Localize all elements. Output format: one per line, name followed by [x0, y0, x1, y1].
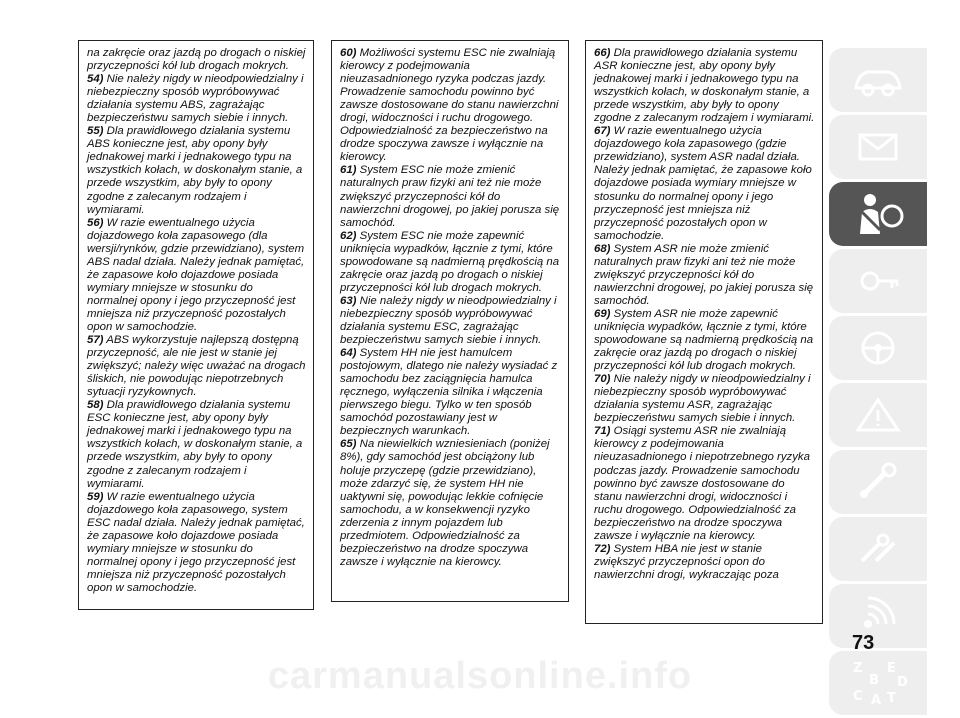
paragraph [340, 295, 561, 347]
paragraph [340, 47, 561, 164]
paragraph [87, 334, 306, 399]
tools-technical-icon [850, 529, 906, 569]
note-number: 58) [87, 399, 104, 412]
note-text: Nie należy nigdy w nieodpowiedzialny i niebezpieczny sposób wypróbowywać działania systemu ESC, zagrażając bezpieczeństwu samych siebie i innych. [340, 294, 557, 347]
tab-maintenance[interactable] [829, 450, 927, 514]
paragraph [594, 308, 815, 373]
paragraph [87, 47, 306, 73]
paragraph [594, 47, 815, 125]
note-number: 56) [87, 216, 104, 229]
paragraph [594, 125, 815, 242]
note-number: 71) [594, 425, 611, 438]
tab-starting-driving[interactable] [829, 249, 927, 313]
note-text: W razie ewentualnego użycia dojazdowego koła zapasowego (dla wersji/rynków, gdzie przewidziano), system ABS nadal działa. Należy jednak pamiętać, że zapasowe koło dojazdowe posiada wymiary mniejsze w stosunku do normalnej opony i jego przyczepność jest mniejsza niż przyczepność pozostałych opon w samochodzie. [87, 216, 305, 333]
index-letter: T [887, 691, 896, 706]
note-text: na zakręcie oraz jazdą po drogach o niskiej przyczepności kół lub drogach mokrych. [87, 47, 306, 73]
note-number: 63) [340, 294, 357, 307]
note-number: 68) [594, 242, 611, 255]
note-number: 60) [340, 47, 357, 59]
note-number: 66) [594, 47, 611, 59]
chapter-tabs [829, 48, 927, 718]
note-text: System ASR nie może zapewnić uniknięcia wypadków, łącznie z tymi, które spowodowane są nadmierną prędkością na zakręcie oraz jazdą po drogach o niskiej przyczepności kół lub drogach mokrych. [594, 307, 814, 373]
note-number: 57) [87, 334, 104, 347]
note-number: 62) [340, 229, 357, 242]
paragraph [87, 217, 306, 334]
note-text: System HBA nie jest w stanie zwiększyć przyczepności opon do nawierzchni drogi, wykraczając poza [594, 542, 779, 581]
tab-multimedia[interactable] [829, 584, 927, 648]
paragraph [594, 425, 815, 542]
tab-warning-lights[interactable] [829, 115, 927, 179]
warning-envelope-icon [850, 127, 906, 167]
index-letter: A [871, 693, 882, 708]
paragraph [340, 230, 561, 295]
note-text: Nie należy nigdy w nieodpowiedzialny i niebezpieczny sposób wypróbowywać działania systemu ASR, zagrażając bezpieczeństwu samych siebie i innych. [594, 373, 811, 425]
paragraph [594, 373, 815, 425]
note-text: Na niewielkich wzniesieniach (poniżej 8%), gdy samochód jest obciążony lub holuje przyczepę (gdzie przewidziano), może zdarzyć się, że system HH nie uaktywni się, powodując lekkie cofnięcie samochodu, a w konsekwencji ryzyko zderzenia z innym pojazdem lub przedmiotem. Odpowiedzialność za bezpieczeństwo na drodze spoczywa zawsze i wyłącznie na kierowcy. [340, 438, 550, 568]
paragraph [340, 164, 561, 229]
note-text: System ESC nie może zmienić naturalnych praw fizyki ani też nie może zwiększyć przyczepności kół do nawierzchni drogowej, po jakiej porusza się samochód. [340, 164, 560, 229]
note-text: Możliwości systemu ESC nie zwalniają kierowcy z podejmowania nieuzasadnionego ryzyka podczas jazdy. Prowadzenie samochodu powinno być zawsze dostosowane do stanu nawierzchni drogi, widoczności i ruchu drogowego. Odpowiedzialność za bezpieczeństwo na drodze spoczywa zawsze i wyłącznie na kierowcy. [340, 47, 559, 164]
note-number: 61) [340, 164, 357, 177]
note-text: W razie ewentualnego użycia dojazdowego koła zapasowego, system ESC nadal działa. Należy jednak pamiętać, że zapasowe koło dojazdowe posiada wymiary mniejsze w stosunku do normalnej opony i jego przyczepność jest mniejsza niż przyczepność pozostałych opon w samochodzie. [87, 490, 305, 594]
tab-technical-data[interactable] [829, 517, 927, 581]
note-number: 65) [340, 438, 357, 451]
note-number: 67) [594, 125, 611, 138]
note-text: Osiągi systemu ASR nie zwalniają kierowcy z podejmowania nieuzasadnionego i niepotrzebnego ryzyka podczas jazdy. Prowadzenie samochodu powinno być zawsze dostosowane do stanu nawierzchni drogi, widoczności i ruchu drogowego. Odpowiedzialność za bezpieczeństwo na drodze spoczywa zawsze i wyłącznie na kierowcy. [594, 425, 810, 542]
note-number: 54) [87, 73, 104, 86]
paragraph [340, 347, 561, 438]
tab-car-dashboard[interactable] [829, 48, 927, 112]
paragraph [87, 399, 306, 490]
paragraph [87, 125, 306, 216]
paragraph [594, 543, 815, 582]
steering-wheel-icon [850, 328, 906, 368]
note-number: 70) [594, 373, 611, 386]
note-text: Dla prawidłowego działania systemu ASR konieczne jest, aby opony były jednakowej marki i jednakowego typu na wszystkich kołach, w doskonałym stanie, a przede wszystkim, aby były to opony zgodne z zalecanym rodzajem i wymiarami. [594, 47, 815, 125]
note-text: System ESC nie może zapewnić uniknięcia wypadków, łącznie z tymi, które spowodowane są nadmierną prędkością na zakręcie oraz jazdą po drogach o niskiej przyczepności kół lub drogach mokrych. [340, 229, 560, 294]
text-column-left [78, 40, 314, 610]
note-text: Dla prawidłowego działania systemu ESC konieczne jest, aby opony były jednakowej marki i jednakowego typu na wszystkich kołach, w doskonałym stanie, a przede wszystkim, aby były to opony zgodne z zalecanym rodzajem i wymiarami. [87, 399, 303, 490]
note-text: System HH nie jest hamulcem postojowym, dlatego nie należy wysiadać z samochodu bez zaciągnięcia hamulca ręcznego, wyłączenia silnika i włączenia pierwszego biegu. Tylko w ten sposób samochód pozostawiany jest w bezpiecznych warunkach. [340, 347, 558, 438]
paragraph [87, 491, 306, 595]
note-number: 59) [87, 490, 104, 503]
note-number: 69) [594, 307, 611, 320]
wrench-service-icon [850, 462, 906, 502]
tab-driving[interactable] [829, 316, 927, 380]
index-letter: B [869, 673, 879, 688]
text-column-right [585, 40, 823, 624]
note-text: System ASR nie może zmienić naturalnych praw fizyki ani też nie może zwiększyć przyczepności kół do nawierzchni drogowej, po jakiej porusza się samochód. [594, 242, 814, 307]
note-text: Nie należy nigdy w nieodpowiedzialny i niebezpieczny sposób wypróbowywać działania systemu ABS, zagrażając bezpieczeństwu samych siebie i innych. [87, 73, 304, 125]
paragraph [594, 243, 815, 308]
index-letter: E [887, 661, 896, 676]
index-letter: Z [853, 661, 863, 676]
paragraph [340, 438, 561, 568]
emergency-triangle-icon [850, 395, 906, 435]
index-letter: C [853, 689, 863, 704]
seatbelt-safety-icon [850, 190, 906, 238]
key-start-icon [850, 261, 906, 301]
watermark: carmanualsonline.info [267, 655, 693, 697]
paragraph [87, 73, 306, 125]
index-letter: D [897, 675, 908, 690]
tab-safety[interactable] [829, 182, 927, 246]
note-text: ABS wykorzystuje najlepszą dostępną przyczepność, ale nie jest w stanie jej zwiększyć; należy więc uważać na drogach śliskich, nie powodując niepotrzebnych sytuacji ryzykownych. [87, 334, 306, 399]
text-column-middle [331, 40, 569, 602]
note-number: 72) [594, 542, 611, 555]
page-number: 73 [852, 632, 875, 654]
note-text: W razie ewentualnego użycia dojazdowego koła zapasowego (gdzie przewidziano), system ASR nadal działa. Należy jednak pamiętać, że zapasowe koło dojazdowe posiada wymiary mniejsze w stosunku do normalnej opony i jego przyczepność jest mniejsza niż przyczepność pozostałych opon w samochodzie. [594, 125, 812, 242]
multimedia-signal-icon [850, 596, 906, 636]
note-number: 64) [340, 347, 357, 360]
tab-emergency[interactable] [829, 383, 927, 447]
note-text: Dla prawidłowego działania systemu ABS konieczne jest, aby opony były jednakowej marki i jednakowego typu na wszystkich kołach, w doskonałym stanie, a przede wszystkim, aby były to opony zgodne z zalecanym rodzajem i wymiarami. [87, 125, 303, 216]
note-number: 55) [87, 125, 104, 138]
car-dashboard-icon [850, 60, 906, 100]
